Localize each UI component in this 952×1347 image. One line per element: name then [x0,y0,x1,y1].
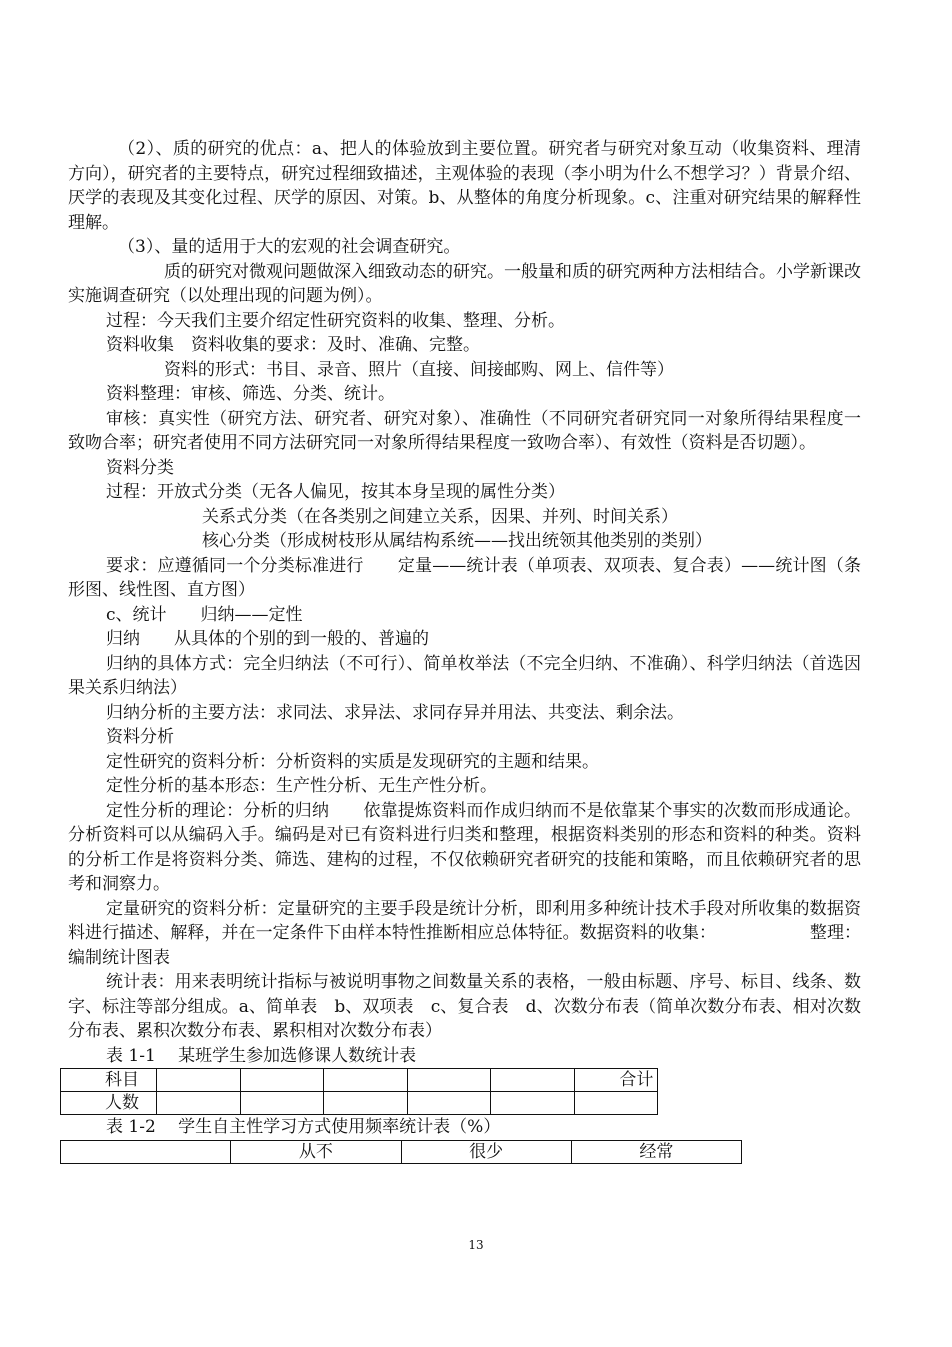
table-cell [491,1069,575,1092]
paragraph-analysis-heading: 资料分析 [106,727,174,747]
paragraph-open-classification: 过程：开放式分类（无各人偏见，按其本身呈现的属性分类） [106,482,565,502]
paragraph-qualitative-analysis: 定性研究的资料分析：分析资料的实质是发现研究的主题和结果。 [106,751,599,772]
table1-count-label: 人数 [61,1092,157,1115]
paragraph-requirements: 要求：应遵循同一个分类标准进行 定量——统计表（单项表、双项表、复合表）——统计图（条形图、线性图、直方图） [68,555,861,600]
table-row [61,1092,742,1115]
paragraph-statistical-table: 统计表：用来表明统计指标与被说明事物之间数量关系的表格，一般由标题、序号、标目、线条、数字、标注等部分组成。a、简单表 b、双项表 c、复合表 d、次数分布表（简单次数分布表、相对次数分布表、累积次数分布表、累积相对次数分布表） [68,972,861,1041]
paragraph-qualitative-micro: 质的研究对微观问题做深入细致动态的研究。一般量和质的研究两种方法相结合。小学新课改实施调查研究（以处理出现的问题为例）。 [68,261,861,306]
paragraph-statistics-induction: c、统计 归纳——定性 [106,604,303,625]
paragraph-induction-analysis: 归纳分析的主要方法：求同法、求异法、求同存异并用法、共变法、剩余法。 [106,702,684,723]
paragraph-qualitative-theory: 定性分析的理论：分析的归纳 依靠提炼资料而作成归纳而不是依靠某个事实的次数而形成通论。分析资料可以从编码入手。编码是对已有资料进行归类和整理，根据资料类别的形态和资料的种类。资料的分析工作是将资料分类、筛选、建构的过程，不仅依赖研究者研究的技能和策略，而且依赖研究者的思考和洞察力。 [68,800,861,894]
page-content [68,137,861,1164]
table-row [61,1069,742,1092]
table-cell [407,1069,491,1092]
paragraph-data-organize: 资料整理：审核、筛选、分类、统计。 [106,384,395,404]
paragraph-quantitative-scope: （3）、量的适用于大的宏观的社会调查研究。 [118,237,461,257]
table-learning-frequency [60,1140,742,1164]
paragraph-induction-methods: 归纳的具体方式：完全归纳法（不可行）、简单枚举法（不完全归纳、不准确）、科学归纳法（首选因果关系归纳法） [68,653,861,698]
paragraph-qualitative-forms: 定性分析的基本形态：生产性分析、无生产性分析。 [106,776,497,796]
table2-never-header: 从不 [231,1140,401,1163]
paragraph-quantitative-analysis: 定量研究的资料分析：定量研究的主要手段是统计分析，即利用多种统计技术手段对所收集的数据资料进行描述、解释，并在一定条件下由样本特性推断相应总体特征。数据资料的收集： 整理：编制统计图表 [68,898,861,968]
table-cell [61,1140,231,1163]
paragraph-core-classification: 核心分类（形成树枝形从属结构系统——找出统领其他类别的类别） [202,531,712,551]
table2-often-header: 经常 [571,1140,741,1163]
table-row [61,1140,742,1163]
table-cell [491,1092,575,1115]
paragraph-qualitative-advantages: （2）、质的研究的优点：a、把人的体验放到主要位置。研究者与研究对象互动（收集资料、理清方向），研究者的主要特点，研究过程细致描述，主观体验的表现（李小明为什么不想学习？）背景介绍、厌学的表现及其变化过程、厌学的原因、对策。b、从整体的角度分析现象。c、注重对研究结果的解释性理解。 [68,139,861,233]
paragraph-relational-classification: 关系式分类（在各类别之间建立关系，因果、并列、时间关系） [202,506,678,527]
paragraph-induction: 归纳 从具体的个别的到一般的、普遍的 [106,629,429,649]
table-cell [157,1069,241,1092]
paragraph-classification-heading: 资料分类 [106,457,174,478]
table1-subject-label: 科目 [61,1069,157,1092]
paragraph-process: 过程：今天我们主要介绍定性研究资料的收集、整理、分析。 [106,310,565,331]
table-cell [240,1069,324,1092]
table-cell [324,1092,408,1115]
table-cell [157,1092,241,1115]
table1-caption: 表 1-1 某班学生参加选修课人数统计表 [106,1045,417,1066]
table-cell [407,1092,491,1115]
paragraph-data-forms: 资料的形式：书目、录音、照片（直接、间接邮购、网上、信件等） [164,359,674,380]
table2-caption: 表 1-2 学生自主性学习方式使用频率统计表（%） [106,1117,501,1137]
paragraph-review: 审核：真实性（研究方法、研究者、研究对象）、准确性（不同研究者研究同一对象所得结果程度一致吻合率；研究者使用不同方法研究同一对象所得结果程度一致吻合率）、有效性（资料是否切题）。 [68,408,861,453]
table-cell [574,1092,658,1115]
table-elective-count [60,1068,742,1115]
paragraph-data-collection: 资料收集 资料收集的要求：及时、准确、完整。 [106,335,480,355]
page-number: 13 [468,1238,484,1252]
table-cell [324,1069,408,1092]
table1-total-label: 合计 [574,1069,658,1092]
table2-seldom-header: 很少 [401,1140,571,1163]
table-cell [240,1092,324,1115]
